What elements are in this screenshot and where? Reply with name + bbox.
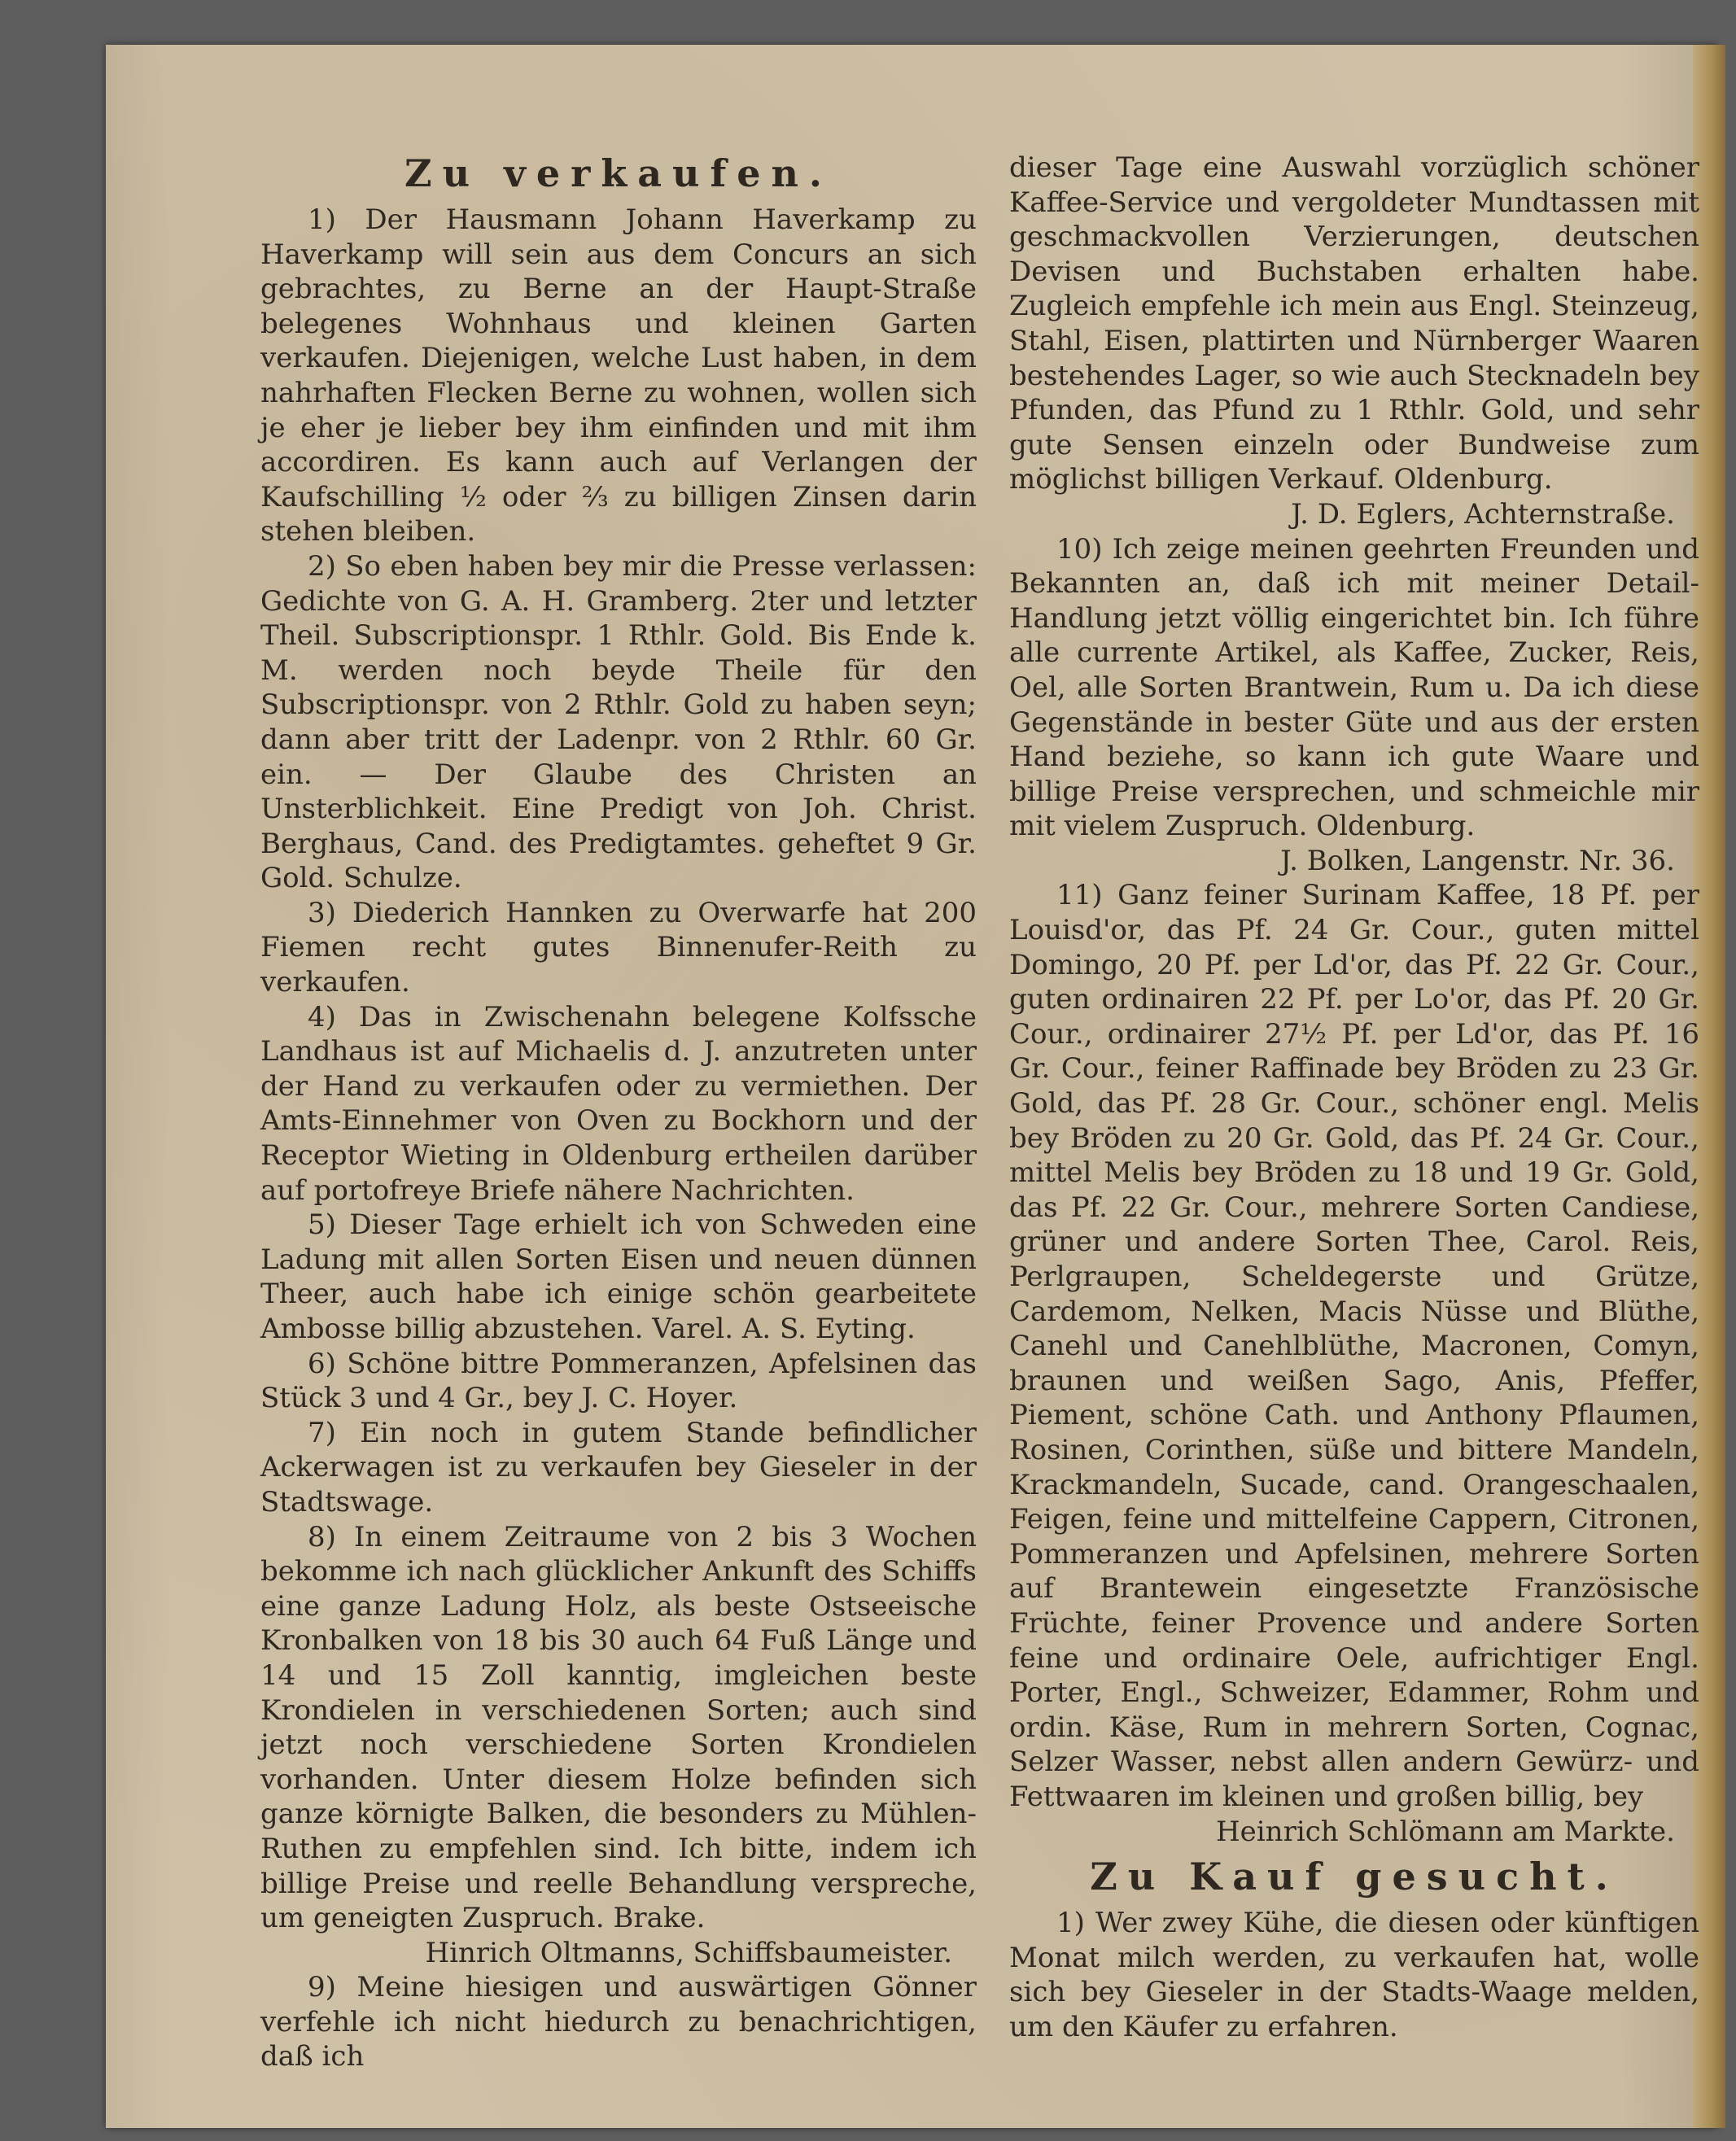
ad-2-gramberg: 2) So eben haben bey mir die Presse verlassen: Gedichte von G. A. H. Gramberg. 2ter und letzter Theil. Subscriptionspr. 1 Rthlr. Gold. Bis Ende k. M. werden noch beyde Theile für den Subscriptionspr. von 2 Rthlr. Gold zu haben seyn; dann aber tritt der Ladenpr. von 2 Rthlr. 60 Gr. ein. — Der Glaube des Christen an Unsterblichkeit. Eine Predigt von Joh. Christ. Berghaus, Cand. des Predigtamtes. geheftet 9 Gr. Gold. Schulze. — [260, 549, 977, 895]
ad-10-bolken: 10) Ich zeige meinen geehrten Freunden und Bekannten an, daß ich mit meiner Detail-Handlung jetzt völlig eingerichtet bin. Ich führe alle currente Artikel, als Kaffee, Zucker, Reis, Oel, alle Sorten Brantwein, Rum u. Da ich diese Gegenstände in bester Güte und aus der ersten Hand beziehe, so kann ich gute Waare und billige Preise versprechen, und schmeichle mir mit vielem Zuspruch. Oldenburg. — [1009, 532, 1699, 843]
ad-5-eyting: 5) Dieser Tage erhielt ich von Schweden eine Ladung mit allen Sorten Eisen und neuen dünnen Theer, auch habe ich einige schön gearbeitete Ambosse billig abzustehen. Varel. A. S. Eyting. — [260, 1208, 977, 1345]
section-heading-zu-verkaufen: Zu verkaufen. — [404, 151, 833, 195]
ad-11-kaffee: 11) Ganz feiner Surinam Kaffee, 18 Pf. per Louisd'or, das Pf. 24 Gr. Cour., guten mittel Domingo, 20 Pf. per Ld'or, das Pf. 22 Gr. Cour., guten ordinairen 22 Pf. per Lo'or, das Pf. 20 Gr. Cour., ordinairer 27½ Pf. per Ld'or, das Pf. 16 Gr. Cour., feiner Raffinade bey Bröden zu 23 Gr. Gold, das Pf. 28 Gr. Cour., schöner engl. Melis bey Bröden zu 20 Gr. Gold, das Pf. 24 Gr. Cour., mittel Melis bey Bröden zu 18 und 19 Gr. Gold, das Pf. 22 Gr. Cour., mehrere Sorten Candiese, grüner und andere Sorten Thee, Carol. Reis, Perlgraupen, Scheldegerste und Grütze, Cardemom, Nelken, Macis Nüsse und Blüthe, Canehl und Canehlblüthe, Macronen, Comyn, braunen und weißen Sago, Anis, Pfeffer, Piement, schöne Cath. und Anthony Pflaumen, Rosinen, Corinthen, süße und bittere Mandeln, Krackmandeln, Sucade, cand. Orangeschaalen, Feigen, feine und mittelfeine Cappern, Citronen, Pommeranzen und Apfelsinen, mehrere Sorten auf Brantewein eingesetzte Französische Früchte, feiner Provence und andere Sorten feine und ordinaire Oele, aufrichtiger Engl. Porter, Engl., Schweizer, Edammer, Rohm und ordin. Käse, Rum in mehrern Sorten, Cognac, Selzer Wasser, nebst allen andern Gewürz- und Fettwaaren im kleinen und großen billig, bey — [1009, 879, 1699, 1813]
left-column — [260, 151, 977, 2074]
signature-eglers: J. D. Eglers, Achternstraße. — [1291, 497, 1675, 531]
ad-9-start: 9) Meine hiesigen und auswärtigen Gönner verfehle ich nicht hiedurch zu benachrichtigen, daß ich — [260, 1971, 977, 2073]
ad-3-hannken: 3) Diederich Hannken zu Overwarfe hat 200 Fiemen recht gutes Binnenufer-Reith zu verkaufen. — [260, 896, 977, 999]
signature-schloemann: Heinrich Schlömann am Markte. — [1216, 1815, 1675, 1848]
ad-1-haverkamp: 1) Der Hausmann Johann Haverkamp zu Haverkamp will sein aus dem Concurs an sich gebrachtes, zu Berne an der Haupt-Straße belegenes Wohnhaus und kleinen Garten verkaufen. Diejenigen, welche Lust haben, in dem nahrhaften Flecken Berne zu wohnen, wollen sich je eher je lieber bey ihm einfinden und mit ihm accordiren. Es kann auch auf Verlangen der Kaufschilling ½ oder ⅔ zu billigen Zinsen darin stehen bleiben. — [260, 203, 977, 548]
ad-8-holz: 8) In einem Zeitraume von 2 bis 3 Wochen bekomme ich nach glücklicher Ankunft des Schiffs eine ganze Ladung Holz, als beste Ostseeische Kronbalken von 18 bis 30 auch 64 Fuß Länge und 14 und 15 Zoll kanntig, imgleichen beste Krondielen in verschiedenen Sorten; auch sind jetzt noch verschiedene Sorten Krondielen vorhanden. Unter diesem Holze befinden sich ganze körnigte Balken, die besonders zu Mühlen-Ruthen zu empfehlen sind. Ich bitte, indem ich billige Preise und reelle Behandlung verspreche, um geneigten Zuspruch. Brake. — [260, 1520, 977, 1935]
ad-7-ackerwagen: 7) Ein noch in gutem Stande befindlicher Ackerwagen ist zu verkaufen bey Gieseler in der Stadtswage. — [260, 1416, 977, 1518]
ad-4-zwischenahn: 4) Das in Zwischenahn belegene Kolfssche Landhaus ist auf Michaelis d. J. anzutreten unter der Hand zu verkaufen oder zu vermiethen. Der Amts-Einnehmer von Oven zu Bockhorn und der Receptor Wieting in Oldenburg ertheilen darüber auf portofreye Briefe nähere Nachrichten. — [260, 1000, 977, 1207]
ad-6-hoyer: 6) Schöne bittre Pommeranzen, Apfelsinen das Stück 3 und 4 Gr., bey J. C. Hoyer. — [260, 1347, 977, 1415]
section-heading-zu-kauf-gesucht: Zu Kauf gesucht. — [1090, 1855, 1619, 1899]
signature-oltmanns: Hinrich Oltmanns, Schiffsbaumeister. — [425, 1936, 952, 1969]
signature-bolken: J. Bolken, Langenstr. Nr. 36. — [1280, 844, 1675, 877]
ad-9-continued: dieser Tage eine Auswahl vorzüglich schöner Kaffee-Service und vergoldeter Mundtassen mit geschmackvollen Verzierungen, deutschen Devisen und Buchstaben erhalten habe. Zugleich empfehle ich mein aus Engl. Steinzeug, Stahl, Eisen, plattirten und Nürnberger Waaren bestehendes Lager, so wie auch Stecknadeln bey Pfunden, das Pfund zu 1 Rthlr. Gold, und sehr gute Sensen einzeln oder Bundweise zum möglichst billigen Verkauf. Oldenburg. — [1009, 151, 1699, 496]
right-column — [1009, 151, 1699, 2044]
wanted-1-kuehe: 1) Wer zwey Kühe, die diesen oder künftigen Monat milch werden, zu verkaufen hat, wolle sich bey Gieseler in der Stadts-Waage melden, um den Käufer zu erfahren. — [1009, 1907, 1699, 2043]
